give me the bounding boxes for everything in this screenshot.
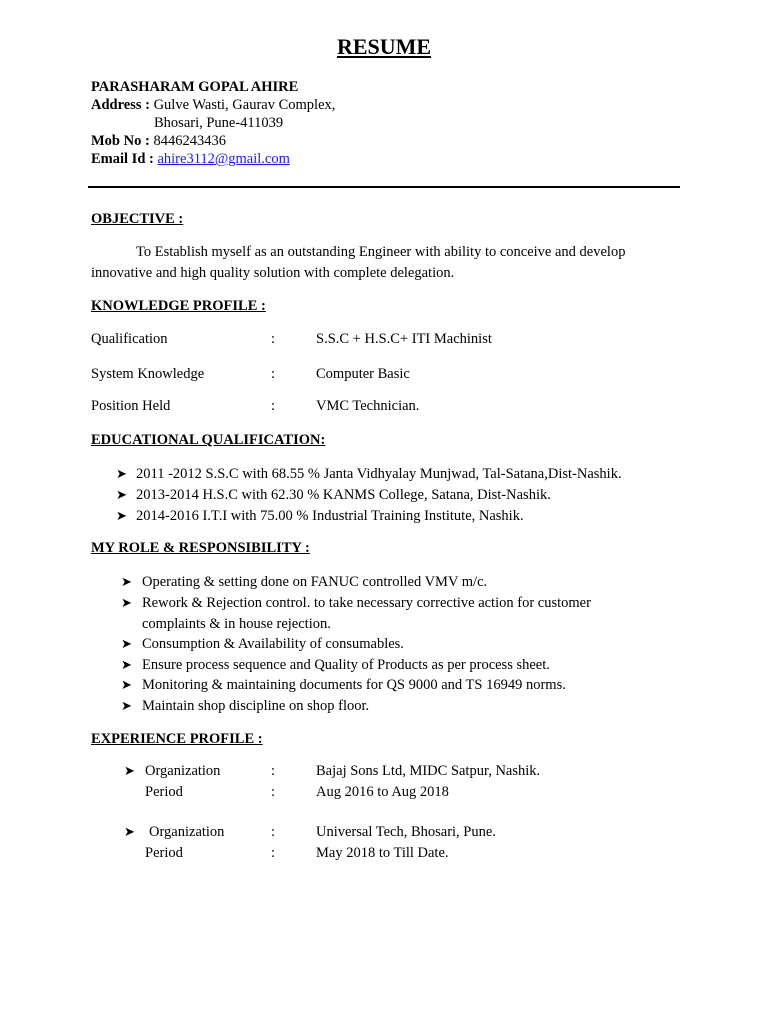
knowledge-sep: : <box>271 331 276 347</box>
header-divider <box>88 186 680 188</box>
education-text: 2014-2016 I.T.I with 75.00 % Industrial Training Institute, Nashik. <box>136 508 524 524</box>
experience-period-row <box>124 845 624 863</box>
knowledge-value: VMC Technician. <box>316 398 420 414</box>
email-label: Email Id : <box>91 151 154 167</box>
experience-org-row <box>124 763 624 781</box>
role-text: Rework & Rejection control. to take necessary corrective action for customer complaints & in house rejection. <box>142 595 591 632</box>
org-sep: : <box>271 824 276 840</box>
address-value-1: Gulve Wasti, Gaurav Complex, <box>153 97 336 113</box>
knowledge-row <box>91 331 691 349</box>
objective-text: To Establish myself as an outstanding Engineer with ability to conceive and develop innovative and high quality solution with complete delegation. <box>91 244 626 281</box>
role-text: Monitoring & maintaining documents for QS 9000 and TS 16949 norms. <box>142 677 566 693</box>
arrowhead-bullet-icon: ➤ <box>124 763 135 778</box>
knowledge-key: System Knowledge <box>91 366 205 382</box>
arrowhead-bullet-icon: ➤ <box>121 636 132 651</box>
objective-heading: OBJECTIVE : <box>91 211 184 227</box>
mobile-line <box>91 132 226 150</box>
org-sep: : <box>271 763 276 779</box>
period-label: Period <box>145 784 183 800</box>
role-item <box>121 634 641 655</box>
arrowhead-bullet-icon: ➤ <box>121 698 132 713</box>
mobile-label: Mob No : <box>91 133 150 149</box>
period-sep: : <box>271 845 276 861</box>
org-label: Organization <box>149 824 225 840</box>
knowledge-heading: KNOWLEDGE PROFILE : <box>91 298 266 314</box>
knowledge-sep: : <box>271 398 276 414</box>
role-item <box>121 572 641 593</box>
mobile-number: 8446243436 <box>153 133 226 149</box>
address-line-1 <box>91 96 335 114</box>
education-text: 2013-2014 H.S.C with 62.30 % KANMS College, Satana, Dist-Nashik. <box>136 487 551 503</box>
knowledge-value: S.S.C + H.S.C+ ITI Machinist <box>316 331 492 347</box>
role-text: Maintain shop discipline on shop floor. <box>142 698 370 714</box>
arrowhead-bullet-icon: ➤ <box>121 595 132 610</box>
knowledge-key: Position Held <box>91 398 171 414</box>
education-heading: EDUCATIONAL QUALIFICATION: <box>91 432 326 448</box>
period-value: May 2018 to Till Date. <box>316 845 449 861</box>
role-text: Operating & setting done on FANUC controlled VMV m/c. <box>142 574 488 590</box>
arrowhead-bullet-icon: ➤ <box>121 657 132 672</box>
experience-heading: EXPERIENCE PROFILE : <box>91 731 263 747</box>
address-line-2: Bhosari, Pune-411039 <box>154 115 284 131</box>
arrowhead-bullet-icon: ➤ <box>124 824 135 839</box>
experience-org-row <box>124 824 624 842</box>
role-item <box>121 696 641 717</box>
role-item <box>121 675 641 696</box>
arrowhead-bullet-icon: ➤ <box>116 466 127 481</box>
period-label: Period <box>145 845 183 861</box>
arrowhead-bullet-icon: ➤ <box>116 508 127 523</box>
knowledge-row <box>91 398 691 416</box>
email-line <box>91 150 290 168</box>
org-value: Universal Tech, Bhosari, Pune. <box>316 824 496 840</box>
education-text: 2011 -2012 S.S.C with 68.55 % Janta Vidhyalay Munjwad, Tal-Satana,Dist-Nashik. <box>136 466 622 482</box>
org-label: Organization <box>145 763 221 779</box>
arrowhead-bullet-icon: ➤ <box>121 574 132 589</box>
knowledge-sep: : <box>271 366 276 382</box>
knowledge-value: Computer Basic <box>316 366 410 382</box>
address-label: Address : <box>91 97 150 113</box>
period-sep: : <box>271 784 276 800</box>
org-value: Bajaj Sons Ltd, MIDC Satpur, Nashik. <box>316 763 541 779</box>
page-title: RESUME <box>336 34 432 59</box>
knowledge-key: Qualification <box>91 331 168 347</box>
arrowhead-bullet-icon: ➤ <box>121 677 132 692</box>
role-text: Consumption & Availability of consumables. <box>142 636 404 652</box>
arrowhead-bullet-icon: ➤ <box>116 487 127 502</box>
knowledge-row <box>91 366 691 384</box>
role-item <box>121 655 641 676</box>
role-item <box>121 593 616 634</box>
role-text: Ensure process sequence and Quality of Products as per process sheet. <box>142 657 550 673</box>
period-value: Aug 2016 to Aug 2018 <box>316 784 449 800</box>
experience-period-row <box>124 784 624 802</box>
roles-heading: MY ROLE & RESPONSIBILITY : <box>91 540 310 556</box>
email-link[interactable]: ahire3112@gmail.com <box>157 151 290 167</box>
candidate-name: PARASHARAM GOPAL AHIRE <box>91 79 299 95</box>
